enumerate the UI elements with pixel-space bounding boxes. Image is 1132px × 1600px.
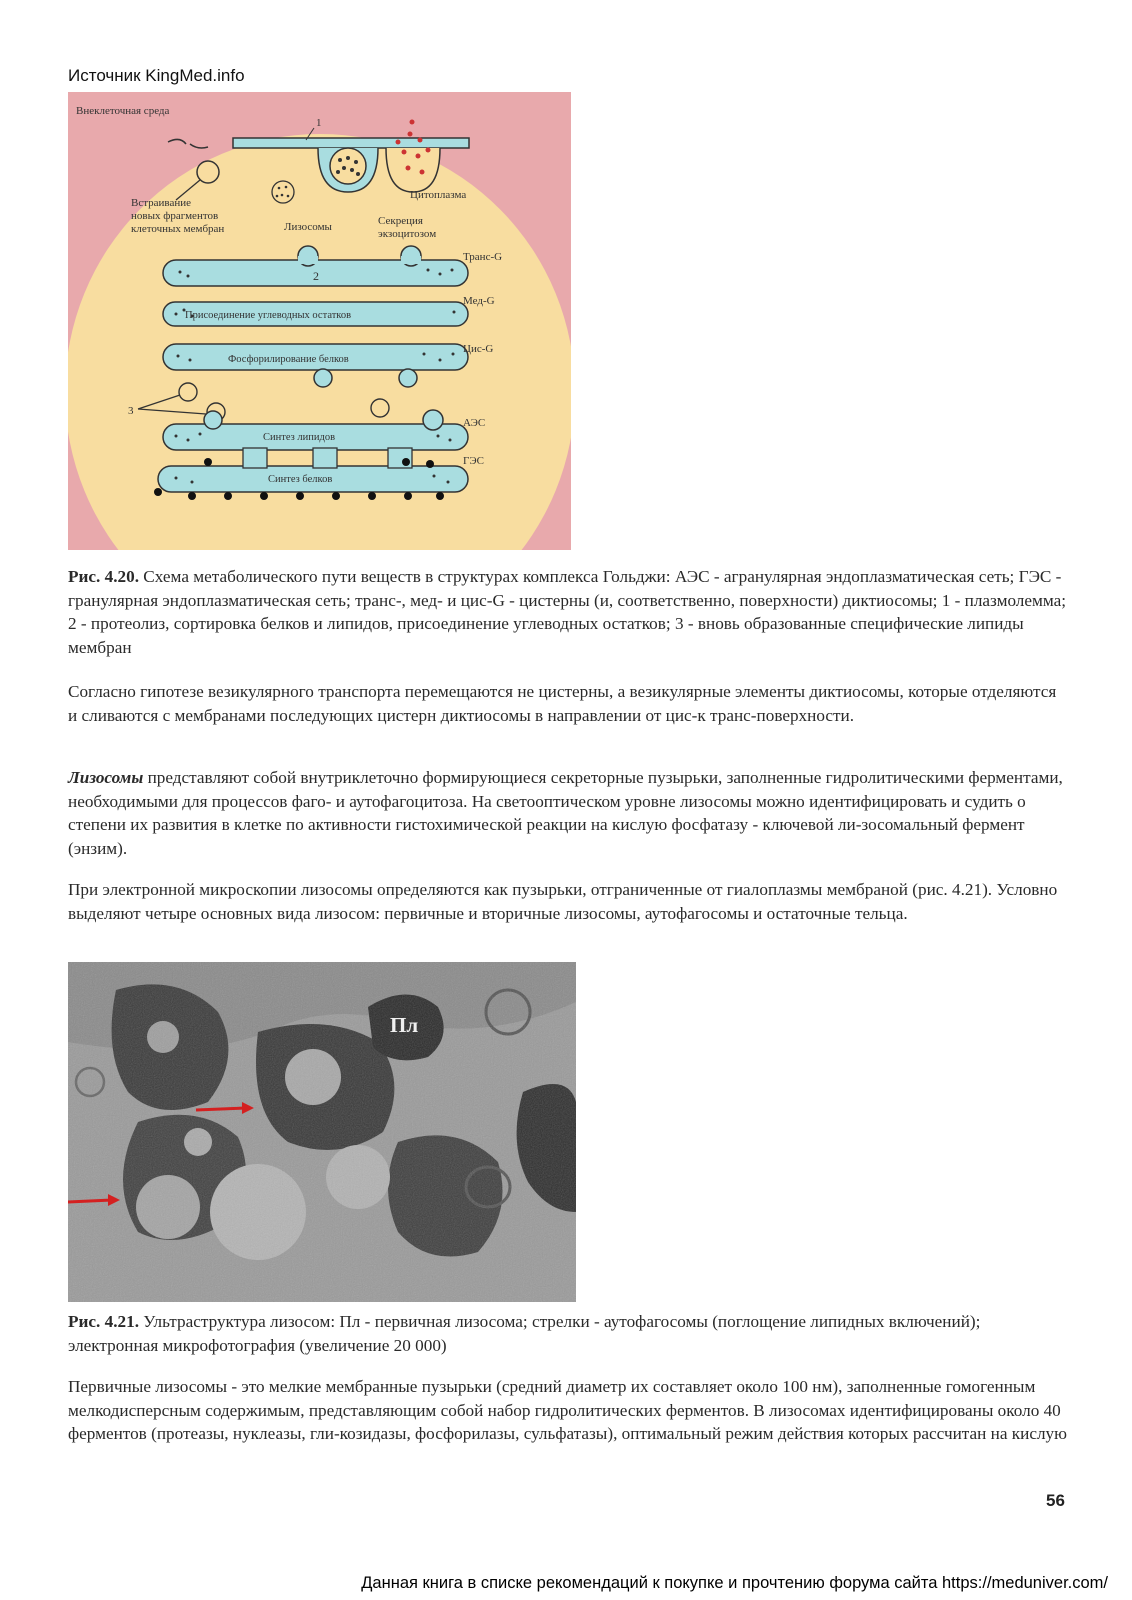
label-insertion-3: клеточных мембран [131, 223, 225, 235]
label-num2: 2 [313, 269, 319, 283]
label-lysosomes: Лизосомы [284, 221, 332, 233]
label-ges: ГЭС [463, 455, 484, 467]
label-carbohydrate: Присоединение углеводных остатков [185, 310, 352, 321]
paragraph-vesicular-transport: Согласно гипотезе везикулярного транспорта перемещаются не цистерны, а везикулярные элементы диктиосомы, которые отделяются и сливаются с мембранами последующих цистерн диктиосомы в направлении от цис-к транс-поверхности. [68, 682, 1057, 725]
label-num3: 3 [128, 405, 134, 417]
label-insertion-1: Встраивание [131, 197, 192, 209]
label-cis-g: Цис-G [463, 343, 494, 355]
paragraph-lysosomes-text: представляют собой внутриклеточно формирующиеся секреторные пузырьки, заполненные гидролитическими ферментами, необходимыми для процессов фаго- и аутофагоцитоза. На светооптическом уровне лизосомы можно идентифицировать и судить о степени их развития в клетке по активности гистохимической реакции на кислую фосфатазу - ключевой ли-зосомальный фермент (энзим). [68, 768, 1063, 858]
caption2-text: Ультраструктура лизосом: Пл - первичная лизосома; стрелки - аутофагосомы (поглощение липидных включений); электронная микрофотография (увеличение 20 000) [68, 1312, 981, 1355]
caption-text: Схема метаболического пути веществ в структурах комплекса Гольджи: АЭС - агранулярная эндоплазматическая сеть; ГЭС - гранулярная эндоплазматическая сеть; транс-, мед- и цис-G - цистерны (и, соответственно, поверхности) диктиосомы; 1 - плазмолемма; 2 - протеолиз, сортировка белков и липидов, присоединение углеводных остатков; 3 - вновь образованные специфические липиды мембран [68, 567, 1067, 657]
label-phosphorylation: Фосфорилирование белков [228, 354, 349, 365]
footer-recommendation[interactable]: Данная книга в списке рекомендаций к покупке и прочтению форума сайта https://meduniver.com/ [361, 1574, 1108, 1592]
label-num1: 1 [316, 117, 322, 129]
paragraph-lysosomes [68, 766, 1068, 860]
caption2-label: Рис. 4.21. [68, 1312, 139, 1331]
label-trans-g: Транс-G [463, 251, 503, 263]
lysosome-micrograph [68, 962, 576, 1302]
paragraph-primary-lysosomes: Первичные лизосомы - это мелкие мембранные пузырьки (средний диаметр их составляет около 100 нм), заполненные гомогенным мелкодисперсным содержимым, представляющим собой набор гидролитических ферментов. В лизосомах идентифицированы около 40 ферментов (протеазы, нуклеазы, гли-козидазы, фосфорилазы, сульфатазы), оптимальный режим действия которых рассчитан на кислую [68, 1377, 1067, 1444]
label-aes: АЭС [463, 417, 486, 429]
term-lysosomes: Лизосомы [68, 768, 144, 787]
figure-caption-4-20 [68, 565, 1068, 659]
caption-label: Рис. 4.20. [68, 567, 139, 586]
paragraph-electron-microscopy: При электронной микроскопии лизосомы определяются как пузырьки, отграниченные от гиалоплазмы мембраной (рис. 4.21). Условно выделяют четыре основных вида лизосом: первичные и вторичные лизосомы, аутофагосомы и остаточные тельца. [68, 880, 1058, 923]
figure-caption-4-21 [68, 1310, 1068, 1357]
label-med-g: Мед-G [463, 295, 495, 307]
label-lipid-synthesis: Синтез липидов [263, 432, 336, 443]
page-number: 56 [1046, 1491, 1065, 1510]
label-protein-synthesis: Синтез белков [268, 474, 333, 485]
golgi-diagram [68, 92, 571, 550]
label-secretion-1: Секреция [378, 215, 423, 227]
label-primary-lysosome: Пл [390, 1013, 419, 1037]
label-extracellular: Внеклеточная среда [76, 105, 170, 117]
label-insertion-2: новых фрагментов [131, 210, 219, 222]
plasma-membrane [233, 138, 469, 148]
label-cytoplasm: Цитоплазма [410, 189, 467, 201]
source-label: Источник KingMed.info [68, 66, 245, 85]
label-secretion-2: экзоцитозом [378, 228, 437, 240]
